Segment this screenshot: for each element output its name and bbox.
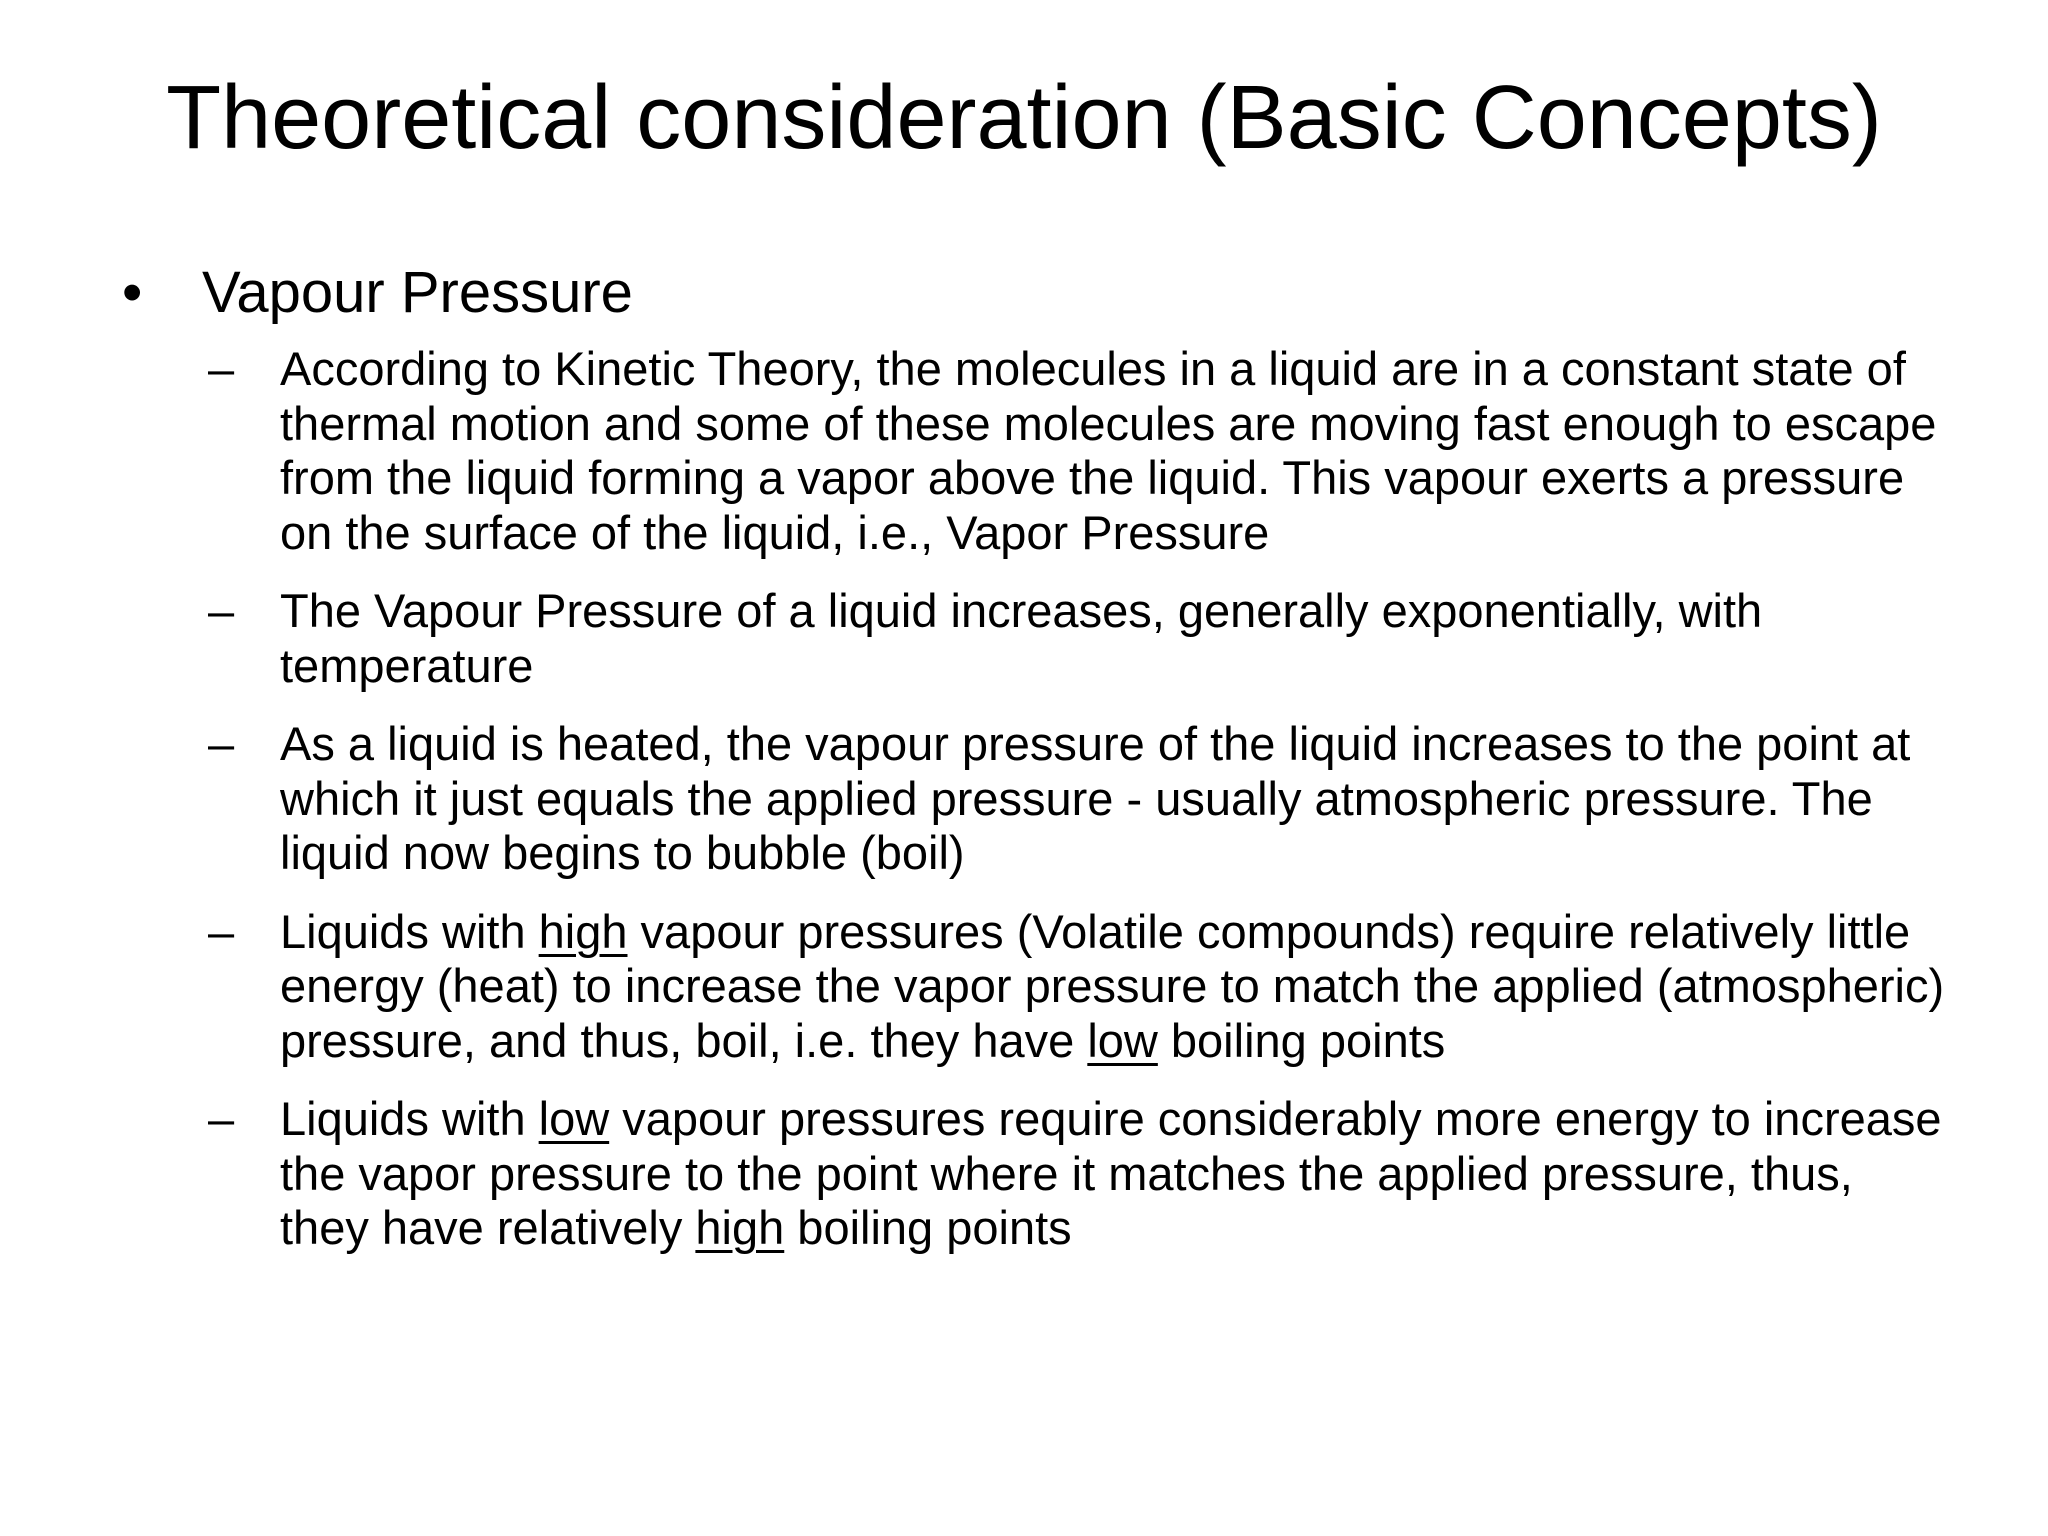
slide-title: Theoretical consideration (Basic Concepts) <box>166 68 1882 168</box>
underlined-word-low: low <box>1087 1013 1158 1067</box>
sub-bullet-text-part: boiling points <box>1157 1013 1446 1067</box>
sub-bullet-high-vapour-pressure <box>208 905 1948 1069</box>
sub-bullet-text: As a liquid is heated, the vapour pressure of the liquid increases to the point at which it just equals the applied pressure - usually atmospheric pressure. The liquid now begins to bubble (boil) <box>280 717 1911 879</box>
sub-bullet-list <box>208 342 1948 1280</box>
sub-bullet-temperature <box>208 584 1948 693</box>
dash-icon: – <box>208 342 235 395</box>
sub-bullet-text-part: vapour pressures (Volatile compounds) require relatively little energy (heat) to increase the vapor pressure to match the applied (atmospheric) pressure, and thus, boil, i.e. they have <box>280 904 1945 1067</box>
sub-bullet-kinetic-theory <box>208 342 1948 560</box>
dash-icon: – <box>208 717 235 770</box>
sub-bullet-text-part: Liquids with <box>280 1092 539 1145</box>
bullet-icon: • <box>122 260 143 325</box>
sub-bullet-low-vapour-pressure <box>208 1092 1948 1256</box>
sub-bullet-text-part: vapour pressures require considerably more energy to increase the vapor pressure to the point where it matches the applied pressure, thus, they have relatively <box>280 1092 1942 1254</box>
dash-icon: – <box>208 584 235 637</box>
sub-bullet-text-part: Liquids with <box>280 904 539 958</box>
dash-icon: – <box>208 1092 235 1145</box>
underlined-word-high: high <box>695 1201 785 1254</box>
sub-bullet-text: The Vapour Pressure of a liquid increases, generally exponentially, with temperature <box>280 584 1763 692</box>
sub-bullet-heating <box>208 717 1948 881</box>
main-bullet-label: Vapour Pressure <box>202 260 633 325</box>
sub-bullet-text: According to Kinetic Theory, the molecules in a liquid are in a constant state of thermal motion and some of these molecules are moving fast enough to escape from the liquid forming a vapor above the liquid. This vapour exerts a pressure on the surface of the liquid, i.e., Vapor Pressure <box>280 342 1937 559</box>
dash-icon: – <box>208 904 235 958</box>
sub-bullet-text-part: boiling points <box>784 1201 1072 1254</box>
underlined-word-low: low <box>538 1092 610 1145</box>
underlined-word-high: high <box>538 904 628 958</box>
